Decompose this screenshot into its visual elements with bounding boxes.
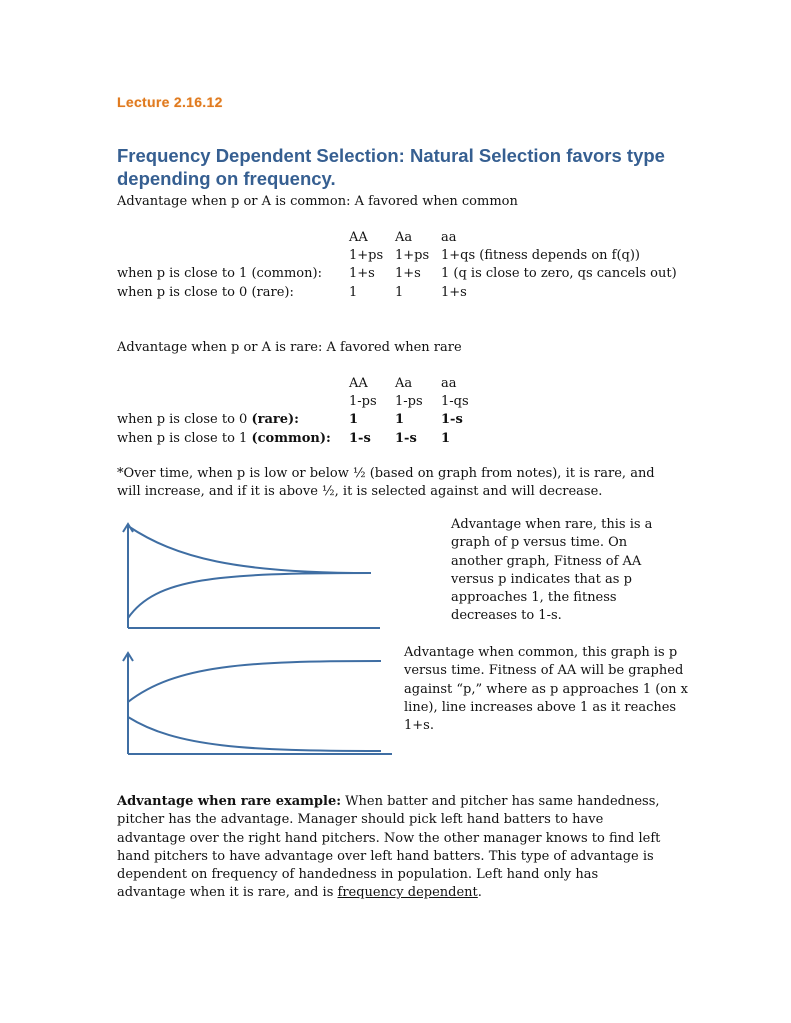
cell: 1-s [395,430,417,446]
cell: 1 [349,284,358,300]
common-intro: Advantage when p or A is common: A favored when common [117,194,518,209]
cell: 1+s [441,284,467,300]
example-label: Advantage when rare example: [117,794,342,809]
graph-common-caption: Advantage when common, this graph is p versus time. Fitness of AA will be graphed against “p,” where as p approaches 1 (on x line), line increases above 1 as it reaches 1+s. [404,645,688,734]
curve-decreasing [128,526,371,573]
cell: 1-ps [395,394,423,410]
example-underlined-term: frequency dependent [337,885,478,901]
header-AA: AA [349,376,368,391]
curve-increasing [128,661,381,702]
graph-rare [116,518,386,634]
common-fitness-table [117,229,677,302]
header-aa: aa [441,230,457,245]
lecture-title: Lecture 2.16.12 [117,94,223,110]
cell: 1 [395,412,405,428]
header-aa: aa [441,376,457,391]
row-label [117,247,349,265]
cell: 1 [441,430,451,446]
curve-decreasing [128,717,381,751]
table-row [117,247,677,265]
header-Aa: Aa [395,376,413,391]
cell: 1-ps [349,394,377,410]
example-paragraph [117,793,669,903]
curve-increasing [128,573,371,618]
row-label: when p is close to 1 [117,430,252,446]
cell: 1 [349,412,359,428]
table-row [117,430,469,448]
row-label: when p is close to 1 (common): [117,266,322,282]
note-paragraph: *Over time, when p is low or below ½ (based on graph from notes), it is rare, and will increase, and if it is above ½, it is selected against and will decrease. [117,466,655,500]
page-heading: Frequency Dependent Selection: Natural Selection favors type depending on frequency. [117,145,665,189]
cell: 1 [395,284,404,300]
table-row [117,265,677,283]
graph-rare-caption: Advantage when rare, this is a graph of p versus time. On another graph, Fitness of AA versus p indicates that as p approaches 1, the fitness decreases to 1-s. [451,517,653,624]
row-label: when p is close to 0 [117,412,252,428]
rare-intro: Advantage when p or A is rare: A favored when rare [117,340,462,355]
table-row [117,393,469,411]
cell: 1+s [349,266,375,282]
header-AA: AA [349,230,368,245]
example-text-end: . [477,885,482,901]
example-text: When batter and pitcher has same handedness, pitcher has the advantage. Manager should pick left hand batters to have advantage over the right hand pitchers. Now the other manager knows to find left hand pitchers to have advantage over left hand batters. This type of advantage is dependent on frequency of handedness in population. Left hand only has advantage when it is rare, and is [117,794,661,901]
cell: 1+ps [349,248,384,264]
rare-fitness-table [117,375,469,448]
table-row [117,284,677,302]
cell: 1+qs (fitness depends on f(q)) [441,248,641,264]
row-label-emphasis: (rare): [251,412,299,428]
cell: 1-qs [441,394,469,410]
cell: 1-s [441,412,463,428]
graph-common [116,647,396,759]
table-row [117,375,469,393]
table-row [117,411,469,429]
cell: 1+s [395,266,421,282]
cell: 1+ps [395,248,430,264]
row-label: when p is close to 0 (rare): [117,284,294,300]
table-row [117,229,677,247]
cell: 1 (q is close to zero, qs cancels out) [441,266,677,282]
header-Aa: Aa [395,230,413,245]
row-label-emphasis: (common): [251,430,331,446]
cell: 1-s [349,430,371,446]
